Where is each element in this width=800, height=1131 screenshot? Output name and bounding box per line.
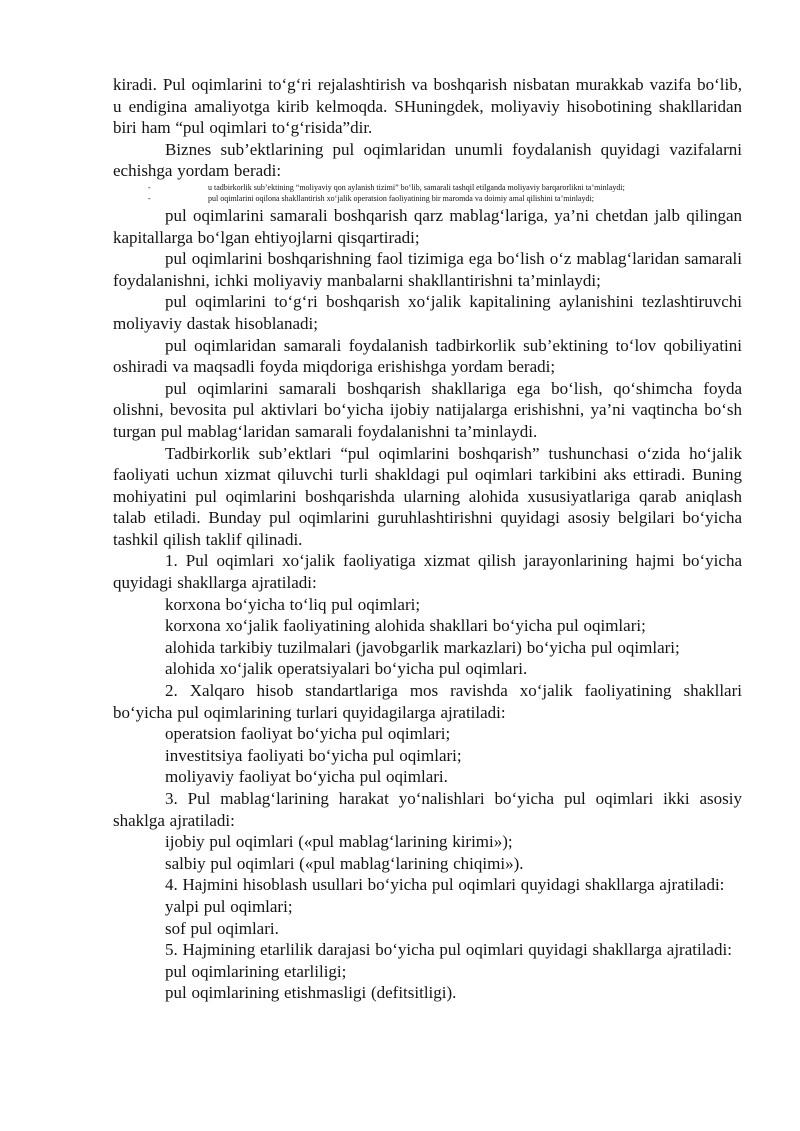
paragraph [113, 853, 742, 875]
paragraph-text: Tadbirkorlik sub’ektlari “pul oqimlarini boshqarish” tushunchasi o‘zida ho‘jalik faoliyati uchun xizmat qiluvchi turli shakldagi pul oqimlari tarkibini aks ettiradi. Buning mohiyatini pul oqimlarini boshqarishda ularning alohida xususiyatlariga qarab aniqlash talab etiladi. Bunday pul oqimlarini guruhlashtirishni quyidagi asosiy belgilari bo‘yicha tashkil qilish taklif qilinadi. [113, 443, 742, 549]
paragraph-text: Biznes sub’ektlarining pul oqimlaridan unumli foydalanish quyidagi vazifalarni echishga yordam beradi: [113, 139, 742, 181]
document-body [113, 74, 742, 1004]
paragraph-text: ijobiy pul oqimlari («pul mablag‘larining kirimi»); [165, 832, 513, 852]
paragraph [113, 248, 742, 291]
paragraph [113, 443, 742, 551]
paragraph-text: kiradi. Pul oqimlarini to‘g‘ri rejalashtirish va boshqarish nisbatan murakkab vazifa bo‘lib, u endigina amaliyotga kirib kelmoqda. SHuningdek, moliyaviy hisobotining shakllaridan biri ham “pul oqimlari to‘g‘risida”dir. [113, 75, 742, 138]
paragraph [113, 723, 742, 745]
paragraph-text: alohida xo‘jalik operatsiyalari bo‘yicha pul oqimlari. [165, 659, 528, 679]
paragraph-text: pul oqimlarini samarali boshqarish shakllariga ega bo‘lish, qo‘shimcha foyda olishni, bevosita pul aktivlari bo‘yicha ijobiy natijalarga erishishni, ya’ni vaqtincha bo‘sh turgan pul mablag‘laridan samarali foydalanishni ta’minlaydi. [113, 378, 742, 441]
paragraph [113, 788, 742, 831]
paragraph [113, 874, 742, 896]
paragraph-text: yalpi pul oqimlari; [165, 896, 293, 916]
paragraph [113, 939, 742, 961]
paragraph [113, 615, 742, 637]
paragraph [113, 378, 742, 443]
paragraph-text: 3. Pul mablag‘larining harakat yo‘nalishlari bo‘yicha pul oqimlari ikki asosiy shaklga ajratiladi: [113, 789, 742, 830]
bullet-marker: - [148, 194, 151, 204]
paragraph [113, 74, 742, 139]
paragraph-text: u tadbirkorlik sub’ektining “moliyaviy qon aylanish tizimi” bo‘lib, samarali tashqil etilganda moliyaviy barqarorlikni ta’minlaydi; [208, 182, 625, 192]
paragraph [113, 594, 742, 616]
paragraph-text: pul oqimlarini samarali boshqarish qarz mablag‘lariga, ya’ni chetdan jalb qilingan kapitallarga bo‘lgan ehtiyojlarni qisqartiradi; [113, 205, 742, 247]
paragraph-text: 1. Pul oqimlari xo‘jalik faoliyatiga xizmat qilish jarayonlarining hajmi bo‘yicha quyidagi shakllarga ajratiladi: [113, 551, 742, 593]
paragraph-text: pul oqimlarining etishmasligi (defitsitligi). [165, 983, 457, 1003]
paragraph-text: pul oqimlarini to‘g‘ri boshqarish xo‘jalik kapitalining aylanishini tezlashtiruvchi moliyaviy dastak hisoblanadi; [113, 292, 742, 333]
paragraph [113, 831, 742, 853]
paragraph [113, 193, 742, 205]
paragraph-text: 5. Hajmining etarlilik darajasi bo‘yicha pul oqimlari quyidagi shakllarga ajratiladi: [165, 940, 732, 960]
paragraph [113, 745, 742, 767]
paragraph-text: investitsiya faoliyati bo‘yicha pul oqimlari; [165, 745, 462, 765]
paragraph-text: alohida tarkibiy tuzilmalari (javobgarlik markazlari) bo‘yicha pul oqimlari; [165, 637, 680, 657]
paragraph-text: moliyaviy faoliyat bo‘yicha pul oqimlari. [165, 767, 448, 787]
paragraph [113, 205, 742, 248]
paragraph [113, 182, 742, 194]
paragraph-text: 2. Xalqaro hisob standartlariga mos ravishda xo‘jalik faoliyatining shakllari bo‘yicha pul oqimlarining turlari quyidagilarga ajratiladi: [113, 681, 742, 722]
paragraph-text: pul oqimlaridan samarali foydalanish tadbirkorlik sub’ektining to‘lov qobiliyatini oshiradi va maqsadli foyda miqdoriga erishishga yordam beradi; [113, 335, 742, 377]
paragraph [113, 896, 742, 918]
paragraph-text: sof pul oqimlari. [165, 918, 279, 938]
paragraph-text: salbiy pul oqimlari («pul mablag‘larining chiqimi»). [165, 853, 524, 873]
paragraph-text: korxona bo‘yicha to‘liq pul oqimlari; [165, 594, 421, 614]
paragraph [113, 139, 742, 182]
paragraph-text: pul oqimlarining etarliligi; [165, 961, 347, 981]
bullet-marker: - [148, 182, 151, 192]
paragraph [113, 550, 742, 593]
paragraph [113, 335, 742, 378]
paragraph-text: pul oqimlarini boshqarishning faol tizimiga ega bo‘lish o‘z mablag‘laridan samarali foydalanishni, ichki moliyaviy manbalarni shakllantirishni ta’minlaydi; [113, 249, 742, 290]
paragraph [113, 637, 742, 659]
paragraph-text: pul oqimlarini oqilona shakllantirish xo‘jalik operatsion faoliyatining bir maromda va doimiy amal qilishini ta’minlaydi; [208, 194, 594, 204]
paragraph [113, 291, 742, 334]
paragraph-text: 4. Hajmini hisoblash usullari bo‘yicha pul oqimlari quyidagi shakllarga ajratiladi: [165, 875, 725, 895]
paragraph [113, 658, 742, 680]
paragraph [113, 918, 742, 940]
paragraph [113, 982, 742, 1004]
paragraph [113, 961, 742, 983]
paragraph [113, 766, 742, 788]
paragraph-text: operatsion faoliyat bo‘yicha pul oqimlari; [165, 724, 451, 744]
paragraph [113, 680, 742, 723]
paragraph-text: korxona xo‘jalik faoliyatining alohida shakllari bo‘yicha pul oqimlari; [165, 616, 646, 636]
